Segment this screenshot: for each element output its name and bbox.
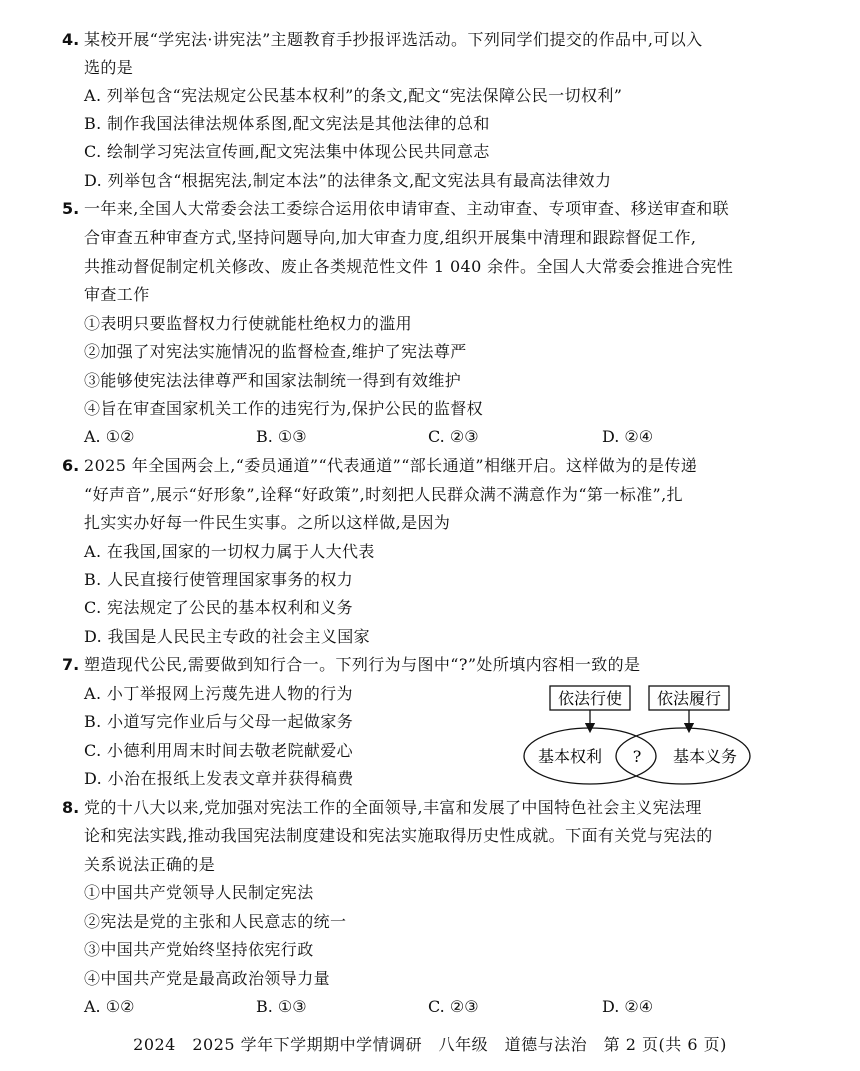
question-8-item-1: ①中国共产党领导人民制定宪法 [84,883,314,902]
box-exercise-label: 依法行使 [557,689,623,708]
question-6-stem-line-1: 2025 年全国两会上,“委员通道”“代表通道”“部长通道”相继开启。这样做为的是传递 [84,456,698,475]
question-5-item-1: ①表明只要监督权力行使就能杜绝权力的滥用 [84,314,413,333]
question-7-option-d: D. 小治在报纸上发表文章并获得稿费 [84,769,354,788]
question-7-stem-line-1: 塑造现代公民,需要做到知行合一。下列行为与图中“?”处所填内容相一致的是 [84,655,641,674]
question-5-stem-line-2: 合审查五种审查方式,坚持问题导向,加大审查力度,组织开展集中清理和跟踪督促工作, [84,228,697,247]
question-4-option-c: C. 绘制学习宪法宣传画,配文宪法集中体现公民共同意志 [84,142,490,161]
choice-a: A. ①② [84,427,135,446]
question-4-option-d: D. 列举包含“根据宪法,制定本法”的法律条文,配文宪法具有最高法律效力 [84,171,612,190]
ellipse-right-label: 基本义务 [672,747,738,766]
question-4-option-a: A. 列举包含“宪法规定公民基本权利”的条文,配文“宪法保障公民一切权利” [84,86,623,105]
choice-c: C. ②③ [428,997,479,1016]
choice-d: D. ②④ [602,997,654,1016]
question-6-option-a: A. 在我国,国家的一切权力属于人大代表 [84,542,375,561]
question-6-stem-line-3: 扎实实办好每一件民生实事。之所以这样做,是因为 [84,513,451,532]
question-5-item-4: ④旨在审查国家机关工作的违宪行为,保护公民的监督权 [84,399,484,418]
question-5-stem-line-4: 审查工作 [84,285,150,304]
question-6-number: 6. [62,456,80,475]
question-7-number: 7. [62,655,80,674]
overlap-question-mark: ? [632,747,642,766]
question-8-item-4: ④中国共产党是最高政治领导力量 [84,969,331,988]
question-8-stem-line-2: 论和宪法实践,推动我国宪法制度建设和宪法实施取得历史性成就。下面有关党与宪法的 [84,826,713,845]
page-footer: 2024 2025 学年下学期期中学情调研 八年级 道德与法治 第 2 页(共 6 页) [133,1035,727,1054]
question-5-number: 5. [62,199,80,218]
box-fulfill-label: 依法履行 [656,689,722,708]
question-6-option-c: C. 宪法规定了公民的基本权利和义务 [84,598,354,617]
ellipse-left-label: 基本权利 [537,747,603,766]
question-7-option-c: C. 小德利用周末时间去敬老院献爱心 [84,741,354,760]
question-6-option-d: D. 我国是人民民主专政的社会主义国家 [84,627,371,646]
question-4-stem-line-1: 某校开展“学宪法·讲宪法”主题教育手抄报评选活动。下列同学们提交的作品中,可以入 [84,30,703,49]
question-5-stem-line-3: 共推动督促制定机关修改、废止各类规范性文件 1 040 余件。全国人大常委会推进合宪性 [84,257,734,276]
question-7-option-b: B. 小道写完作业后与父母一起做家务 [84,712,354,731]
question-8-stem-line-3: 关系说法正确的是 [84,855,216,874]
question-5-stem-line-1: 一年来,全国人大常委会法工委综合运用依申请审查、主动审查、专项审查、移送审查和联 [84,199,730,218]
choice-c: C. ②③ [428,427,479,446]
question-8-item-2: ②宪法是党的主张和人民意志的统一 [84,912,347,931]
question-8-item-3: ③中国共产党始终坚持依宪行政 [84,940,314,959]
question-4-option-b: B. 制作我国法律法规体系图,配文宪法是其他法律的总和 [84,114,490,133]
rights-duties-diagram [518,680,758,790]
question-5-item-3: ③能够使宪法法律尊严和国家法制统一得到有效维护 [84,371,462,390]
question-8-number: 8. [62,798,80,817]
choice-d: D. ②④ [602,427,654,446]
question-4-number: 4. [62,30,80,49]
choice-a: A. ①② [84,997,135,1016]
choice-b: B. ①③ [256,997,307,1016]
question-4-stem-line-2: 选的是 [84,58,134,77]
question-6-stem-line-2: “好声音”,展示“好形象”,诠释“好政策”,时刻把人民群众满不满意作为“第一标准”,扎 [84,485,683,504]
question-5-item-2: ②加强了对宪法实施情况的监督检查,维护了宪法尊严 [84,342,467,361]
question-8-stem-line-1: 党的十八大以来,党加强对宪法工作的全面领导,丰富和发展了中国特色社会主义宪法理 [84,798,702,817]
choice-b: B. ①③ [256,427,307,446]
question-7-option-a: A. 小丁举报网上污蔑先进人物的行为 [84,684,353,703]
question-6-option-b: B. 人民直接行使管理国家事务的权力 [84,570,354,589]
